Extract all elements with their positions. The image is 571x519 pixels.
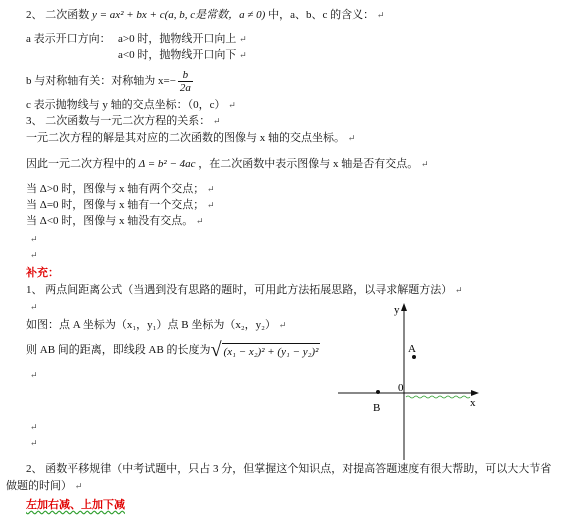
discriminant-formula: Δ = b² − 4ac: [138, 158, 196, 170]
y-axis-arrow: [401, 303, 407, 311]
section-number: 2、: [26, 9, 43, 21]
discriminant-post: ，在二次函数中表示图像与 x 轴是否有交点。: [198, 158, 419, 170]
point-a-label: A: [408, 343, 416, 355]
paragraph-mark: ↵: [278, 320, 287, 330]
paragraph-mark: ↵: [207, 184, 215, 194]
section2-suffix: 中，a、b、c 的含义：: [268, 9, 375, 21]
y-axis-label: y: [394, 304, 400, 316]
distance-pre-text: 则 AB 间的距离，即线段 AB 的长度为: [26, 344, 211, 356]
paragraph-mark: ↵: [239, 50, 247, 60]
sqrt-sign: √: [210, 338, 222, 361]
paragraph-mark: ↵: [455, 285, 463, 295]
translation-title-text: 2、 函数平移规律（中考试题中，只占 3 分，但掌握这个知识点，对提高答题速度有很大帮助，可以大大节省: [26, 463, 552, 475]
a-label: a 表示开口方向：: [26, 33, 111, 45]
quadratic-formula: y = ax² + bx + c(a, b, c是常数，a ≠ 0): [92, 9, 266, 21]
paragraph-mark: ↵: [376, 10, 385, 20]
a-negative-text: a<0 时，抛物线开口向下: [118, 49, 237, 61]
paragraph-mark: ↵: [30, 302, 38, 312]
point-b: [376, 390, 380, 394]
paragraph-mark: ↵: [30, 250, 38, 260]
delta-zero-text: 当 Δ=0 时，图像与 x 轴有一个交点；: [26, 199, 205, 211]
a-positive-text: a>0 时，抛物线开口向上: [118, 33, 237, 45]
section3-title: 3、 二次函数与一元二次方程的关系：: [26, 115, 211, 127]
distance-radicand: (x₁ − x₂)² + (y₁ − y₂)²: [222, 343, 321, 360]
distance-title-text: 1、 两点间距离公式（当遇到没有思路的题时，可用此方法拓展思路，以寻求解题方法）: [26, 284, 453, 296]
paragraph-mark: ↵: [74, 481, 83, 491]
delta-positive-text: 当 Δ>0 时，图像与 x 轴有两个交点；: [26, 183, 205, 195]
paragraph-mark: ↵: [30, 438, 38, 448]
translation-rule-text: 左加右减、上加下减: [26, 499, 125, 511]
section2-intro: 二次函数: [45, 9, 90, 21]
spellcheck-underline: [406, 396, 470, 398]
point-b-label: B: [373, 402, 381, 414]
paragraph-mark: ↵: [228, 100, 236, 110]
x-axis-arrow: [471, 390, 479, 396]
paragraph-mark: ↵: [207, 200, 215, 210]
paragraph-mark: ↵: [239, 34, 247, 44]
equation-solution-text: 一元二次方程的解是其对应的二次函数的图像与 x 轴的交点坐标。: [26, 132, 345, 144]
origin-label: 0: [398, 382, 404, 394]
delta-negative-text: 当 Δ<0 时，图像与 x 轴没有交点。: [26, 215, 194, 227]
paragraph-mark: ↵: [30, 370, 38, 380]
paragraph-mark: ↵: [213, 116, 221, 126]
fraction-denominator: 2a: [179, 81, 191, 94]
fraction-numerator: b: [178, 69, 193, 82]
discriminant-pre: 因此一元二次方程中的: [26, 158, 136, 170]
supplement-heading-text: 补充：: [26, 267, 59, 279]
paragraph-mark: ↵: [30, 234, 38, 244]
example-text: 如图：点 A 坐标为（x₁，y₁）点 B 坐标为（x₂，y₂）: [26, 319, 277, 331]
b-meaning-text: b 与对称轴有关：对称轴为 x=−: [26, 75, 176, 87]
paragraph-mark: ↵: [347, 133, 356, 143]
translation-title-text-cont: 做题的时间）: [6, 480, 72, 492]
x-axis-label: x: [470, 397, 476, 409]
paragraph-mark: ↵: [30, 422, 38, 432]
c-meaning-text: c 表示抛物线与 y 轴的交点坐标：（0，c）: [26, 99, 226, 111]
paragraph-mark: ↵: [421, 159, 429, 169]
paragraph-mark: ↵: [196, 216, 204, 226]
point-a: [412, 355, 416, 359]
